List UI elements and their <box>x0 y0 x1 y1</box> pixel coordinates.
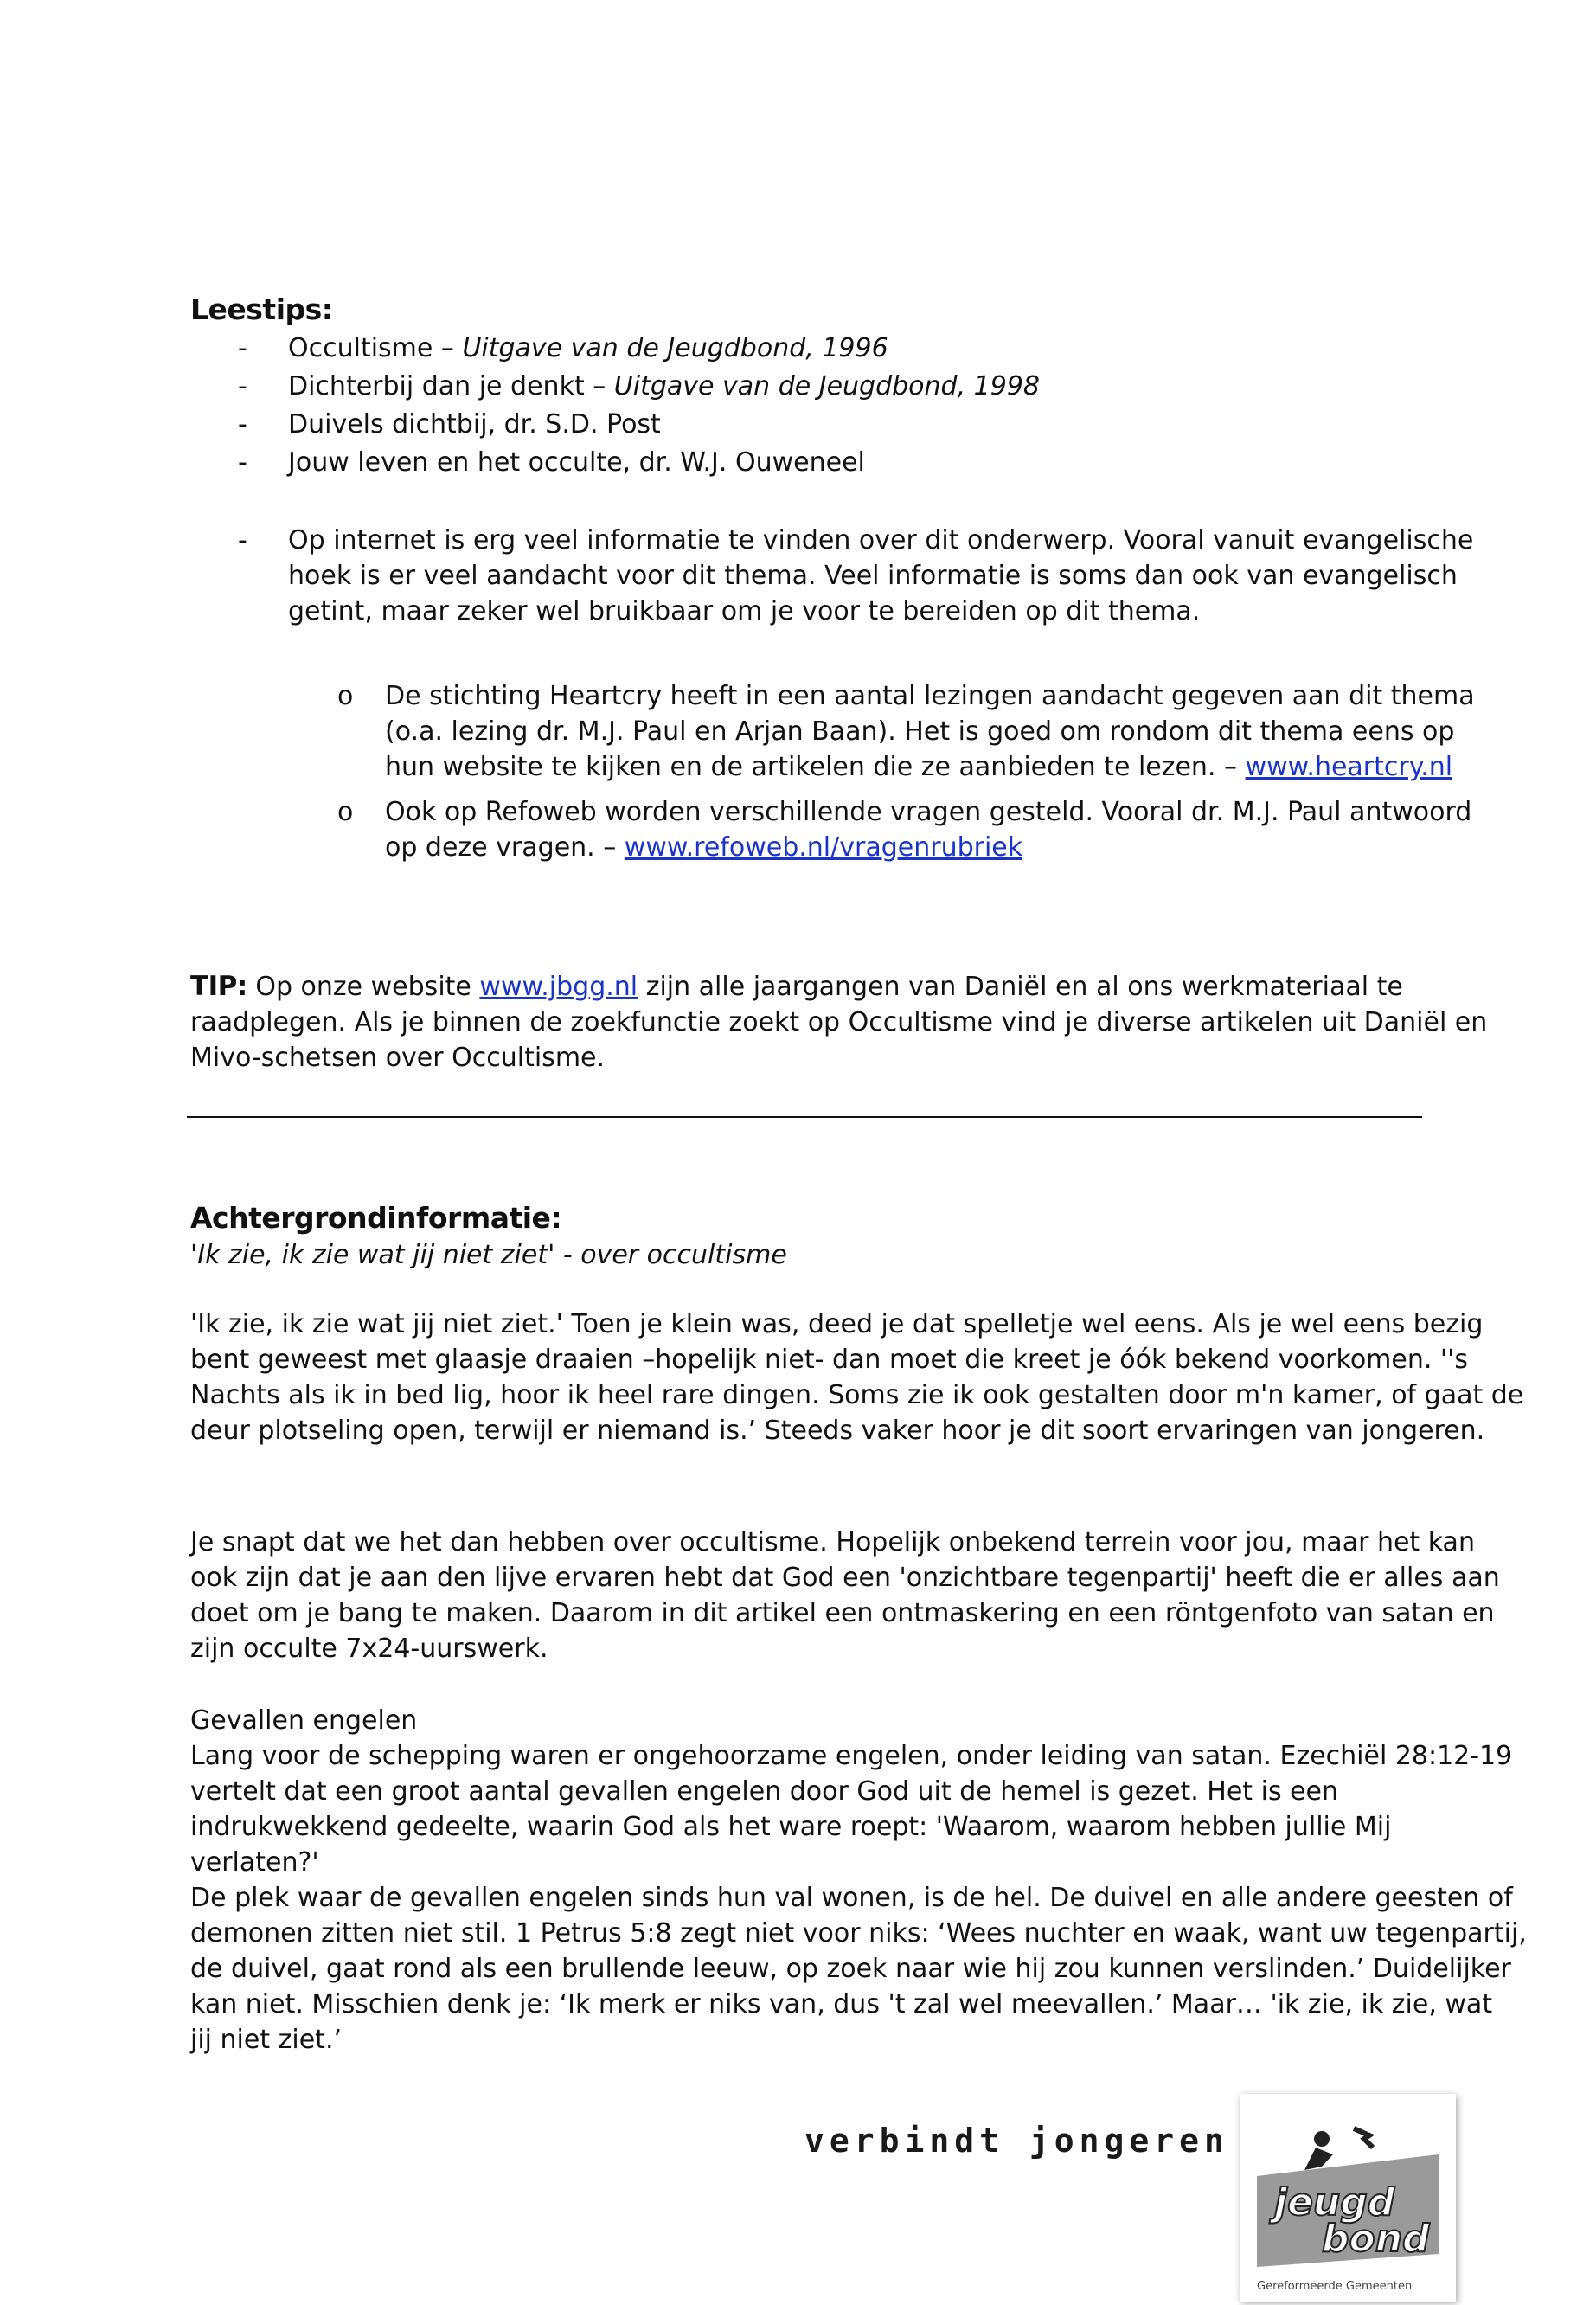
circle-bullet: o <box>337 797 354 827</box>
dash-bullet: - <box>238 409 247 440</box>
logo-word-bond: bond <box>1322 2217 1430 2261</box>
paragraph-occultisme <box>190 1525 1500 1666</box>
text-line: vertelt dat een groot aantal gevallen engelen door God uit de hemel is gezet. Het is een <box>190 1776 1339 1807</box>
text-line: kan niet. Misschien denk je: ‘Ik merk er niks van, dus 't zal wel meevallen.’ Maar… 'ik zie, ik zie, wat <box>190 1989 1493 2019</box>
figure-body-icon <box>1304 2148 1333 2170</box>
dash-bullet: - <box>238 371 247 401</box>
logo-graphic <box>1240 2094 1456 2302</box>
text-line: op deze vragen. – <box>385 832 625 863</box>
paragraph-intro <box>190 1307 1523 1448</box>
text-line: 'Ik zie, ik zie wat jij niet ziet.' Toen je klein was, deed je dat spelletje wel eens. Als je wel eens bezig <box>190 1309 1484 1339</box>
horizontal-divider <box>187 1116 1422 1118</box>
paragraph-gevallen-engelen <box>190 1703 1527 2058</box>
text-span: zijn alle jaargangen van Daniël en al ons werkmateriaal te <box>638 972 1403 1002</box>
text-line: Nachts als ik in bed lig, hoor ik heel rare dingen. Soms zie ik ook gestalten door m'n kamer, of gaat de <box>190 1380 1524 1410</box>
text-line: De stichting Heartcry heeft in een aantal lezingen aandacht gegeven aan dit thema <box>385 681 1475 711</box>
text-line: verlaten?' <box>190 1847 319 1878</box>
achtergrond-heading: Achtergrondinformatie: <box>190 1201 562 1235</box>
section-subheading: Gevallen engelen <box>190 1705 418 1736</box>
text-line: hoek is er veel aandacht voor dit thema. Veel informatie is soms dan ook van evangelisch <box>288 561 1458 591</box>
text-line: jij niet ziet.’ <box>190 2025 343 2055</box>
book-title: Occultisme – <box>288 333 463 363</box>
text-line: Op internet is erg veel informatie te vinden over dit onderwerp. Vooral vanuit evangelische <box>288 525 1474 555</box>
tip-label: TIP: <box>190 971 247 1002</box>
dash-bullet: - <box>238 525 247 555</box>
text-line: deur plotseling open, terwijl er niemand is.’ Steeds vaker hoor je dit soort ervaringen van jongeren. <box>190 1416 1485 1446</box>
text-line: De plek waar de gevallen engelen sinds hun val wonen, is de hel. De duivel en alle andere geesten of <box>190 1883 1513 1913</box>
book-title: Jouw leven en het occulte, dr. W.J. Ouweneel <box>288 447 865 478</box>
jeugdbond-logo <box>1240 2094 1456 2302</box>
figure-head-icon <box>1314 2131 1330 2147</box>
figure-jump-icon <box>1354 2128 1373 2148</box>
text-line: Lang voor de schepping waren er ongehoorzame engelen, onder leiding van satan. Ezechiël 28:12-19 <box>190 1741 1513 1771</box>
dash-bullet: - <box>238 447 247 478</box>
footer-tagline: verbindt jongeren <box>804 2122 1229 2160</box>
text-line: getint, maar zeker wel bruikbaar om je voor te bereiden op dit thema. <box>288 596 1201 626</box>
refoweb-link[interactable]: www.refoweb.nl/vragenrubriek <box>624 832 1023 863</box>
text-line: bent geweest met glaasje draaien –hopelijk niet- dan moet die kreet je óók bekend voorkomen. ''s <box>190 1345 1469 1375</box>
circle-bullet: o <box>337 681 354 711</box>
dash-bullet: - <box>238 333 247 363</box>
text-line: indrukwekkend gedeelte, waarin God als het ware roept: 'Waarom, waarom hebben jullie Mij <box>190 1812 1392 1842</box>
book-note: Uitgave van de Jeugdbond, 1996 <box>462 333 888 363</box>
text-line: hun website te kijken en de artikelen die ze aanbieden te lezen. – <box>385 752 1246 782</box>
logo-subtitle: Gereformeerde Gemeenten <box>1257 2280 1413 2293</box>
text-line: ook zijn dat je aan den lijve ervaren hebt dat God een 'onzichtbare tegenpartij' heeft die er alles aan <box>190 1563 1500 1593</box>
text-line: zijn occulte 7x24-uurswerk. <box>190 1634 548 1664</box>
text-line: Je snapt dat we het dan hebben over occultisme. Hopelijk onbekend terrein voor jou, maar het kan <box>190 1527 1475 1557</box>
tip-paragraph <box>190 969 1487 1075</box>
achtergrond-subtitle: 'Ik zie, ik zie wat jij niet ziet' - over occultisme <box>190 1240 787 1270</box>
text-span: Op onze website <box>247 972 480 1002</box>
text-line: Mivo-schetsen over Occultisme. <box>190 1043 606 1073</box>
logo-word-jeugd: jeugd <box>1274 2180 1395 2225</box>
leestips-heading: Leestips: <box>190 292 333 326</box>
text-line: Ook op Refoweb worden verschillende vragen gesteld. Vooral dr. M.J. Paul antwoord <box>385 797 1472 827</box>
text-line: raadplegen. Als je binnen de zoekfunctie zoekt op Occultisme vind je diverse artikelen uit Daniël en <box>190 1007 1488 1037</box>
text-line: de duivel, gaat rond als een brullende leeuw, op zoek naar wie hij zou kunnen verslinden.’ Duidelijker <box>190 1954 1511 1984</box>
book-title: Duivels dichtbij, dr. S.D. Post <box>288 409 661 440</box>
text-line: doet om je bang te maken. Daarom in dit artikel een ontmaskering en een röntgenfoto van satan en <box>190 1598 1495 1628</box>
book-note: Uitgave van de Jeugdbond, 1998 <box>613 371 1041 401</box>
book-title: Dichterbij dan je denkt – <box>288 371 614 401</box>
text-line: demonen zitten niet stil. 1 Petrus 5:8 zegt niet voor niks: ‘Wees nuchter en waak, want uw tegenpartij, <box>190 1918 1527 1949</box>
jbgg-link[interactable]: www.jbgg.nl <box>479 972 638 1002</box>
text-line: (o.a. lezing dr. M.J. Paul en Arjan Baan). Het is goed om rondom dit thema eens op <box>385 716 1455 747</box>
heartcry-link[interactable]: www.heartcry.nl <box>1245 752 1453 782</box>
